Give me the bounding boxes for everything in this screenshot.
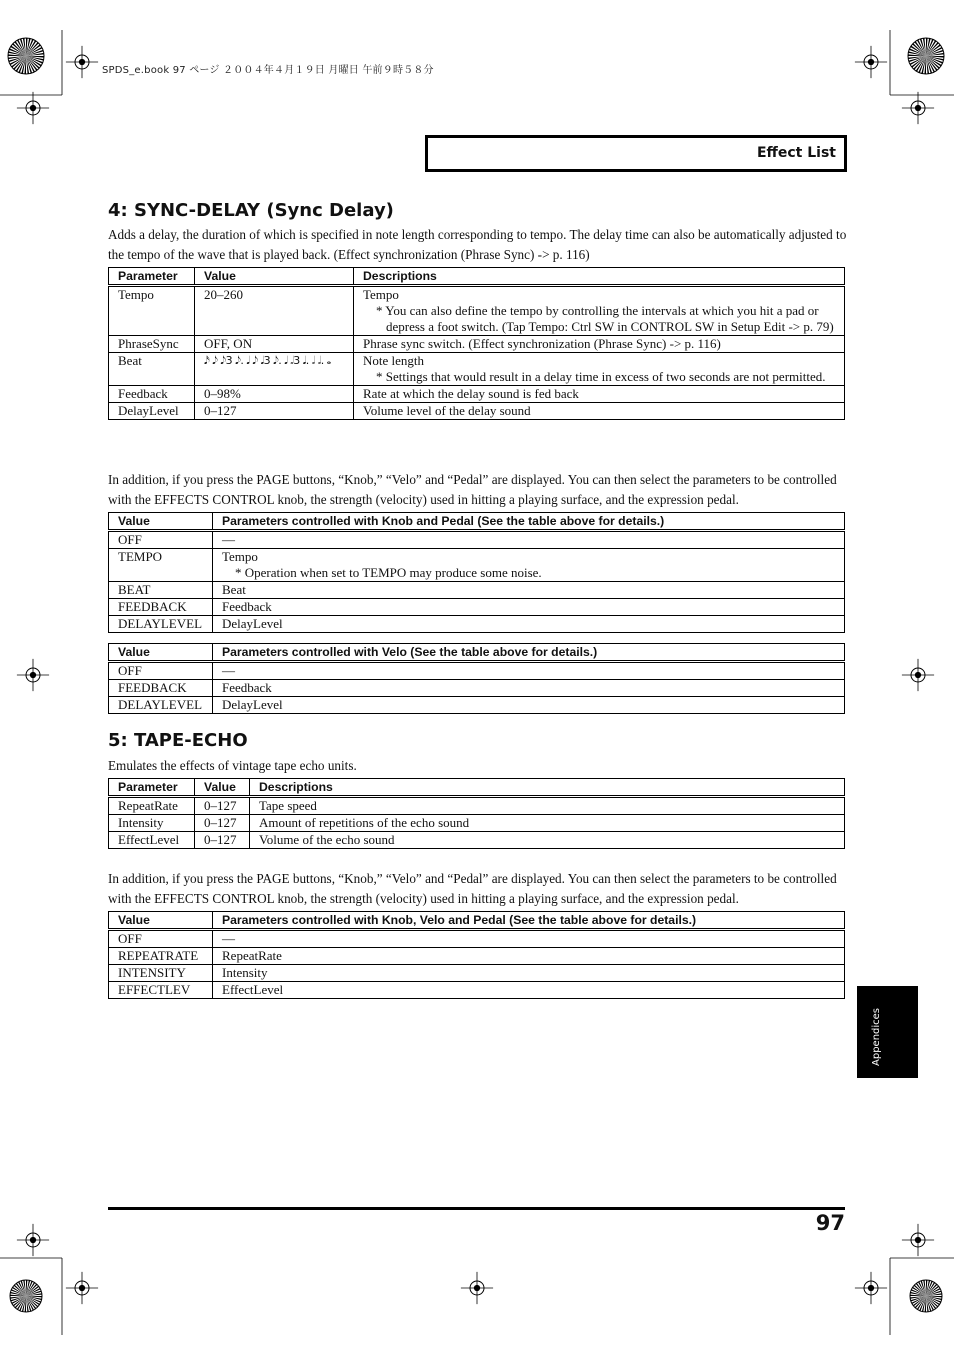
col-header: Value	[109, 513, 213, 531]
table-row	[109, 386, 845, 403]
desc-cell	[354, 353, 845, 386]
table-row	[109, 982, 845, 999]
crosshair-mark	[871, 62, 873, 64]
desc-note: * Settings that would result in a delay time in excess of two seconds are not permitted.	[376, 369, 826, 384]
param-cell: Tempo	[109, 286, 195, 336]
tape-echo-ctrl-table	[108, 911, 845, 999]
desc-cell: RepeatRate	[213, 948, 845, 965]
param-cell: Beat	[109, 353, 195, 386]
value-cell: 0–127	[195, 797, 250, 815]
table-header-row	[109, 513, 845, 531]
desc-cell: Intensity	[213, 965, 845, 982]
value-cell: REPEATRATE	[109, 948, 213, 965]
sync-delay-intro: Adds a delay, the duration of which is specified in note length corresponding to tempo. The delay time can also be automatically adjusted to the tempo of the wave that is played back. (Effect synchronization (Phrase Sync) -> p. 116)	[108, 227, 847, 262]
desc-cell: DelayLevel	[213, 697, 845, 714]
table-row	[109, 599, 845, 616]
table-row	[109, 286, 845, 336]
table-row	[109, 662, 845, 680]
desc-cell: —	[213, 930, 845, 948]
table-row	[109, 832, 845, 849]
col-header: Value	[195, 268, 354, 286]
starburst-mark	[926, 56, 928, 58]
table-header-row	[109, 268, 845, 286]
desc-cell: —	[213, 531, 845, 549]
value-cell: INTENSITY	[109, 965, 213, 982]
crosshair-mark	[918, 108, 920, 110]
col-header: Parameters controlled with Knob, Velo and Pedal (See the table above for details.)	[213, 912, 845, 930]
value-cell: EFFECTLEV	[109, 982, 213, 999]
table-row	[109, 797, 845, 815]
tape-echo-title: 5: TAPE-ECHO	[108, 730, 248, 751]
crosshair-mark	[33, 1240, 35, 1242]
value-cell: 20–260	[195, 286, 354, 336]
col-header: Parameter	[109, 268, 195, 286]
table-row	[109, 582, 845, 599]
col-header: Parameters controlled with Velo (See the table above for details.)	[213, 644, 845, 662]
table-header-row	[109, 644, 845, 662]
starburst-mark	[926, 1296, 928, 1298]
crosshair-mark	[477, 1288, 479, 1290]
print-header: SPDS_e.book 97 ページ ２００４年４月１９日 月曜日 午前９時５８分	[102, 65, 434, 76]
table-row	[109, 948, 845, 965]
value-cell: FEEDBACK	[109, 680, 213, 697]
col-header: Descriptions	[354, 268, 845, 286]
desc-cell: —	[213, 662, 845, 680]
value-cell: OFF	[109, 531, 213, 549]
value-cell: OFF	[109, 662, 213, 680]
table-header-row	[109, 912, 845, 930]
col-header: Parameter	[109, 779, 195, 797]
starburst-mark	[26, 56, 28, 58]
table-row	[109, 549, 845, 582]
crosshair-mark	[82, 62, 84, 64]
side-tab-label: Appendices	[871, 1007, 882, 1066]
param-cell: EffectLevel	[109, 832, 195, 849]
table-row	[109, 680, 845, 697]
sync-delay-velo-table	[108, 643, 845, 714]
table-row	[109, 815, 845, 832]
crosshair-mark	[918, 1240, 920, 1242]
table-row	[109, 531, 845, 549]
value-cell: 0–98%	[195, 386, 354, 403]
value-cell: 0–127	[195, 832, 250, 849]
col-header: Value	[109, 644, 213, 662]
desc-cell: Feedback	[213, 599, 845, 616]
param-cell: DelayLevel	[109, 403, 195, 420]
desc-cell: EffectLevel	[213, 982, 845, 999]
value-cell: DELAYLEVEL	[109, 616, 213, 633]
crosshair-mark	[33, 108, 35, 110]
value-cell: OFF, ON	[195, 336, 354, 353]
sync-delay-param-table	[108, 267, 845, 420]
desc-cell: Amount of repetitions of the echo sound	[250, 815, 845, 832]
desc-text: Tempo	[222, 549, 258, 564]
trim-line	[0, 0, 2, 2]
table-header-row	[109, 779, 845, 797]
sync-delay-knob-table	[108, 512, 845, 633]
footer-rule	[108, 1207, 845, 1210]
desc-text: Tempo	[363, 287, 399, 302]
starburst-mark	[26, 1296, 28, 1298]
value-cell: BEAT	[109, 582, 213, 599]
col-header: Parameters controlled with Knob and Pedal (See the table above for details.)	[213, 513, 845, 531]
col-header: Descriptions	[250, 779, 845, 797]
appendices-side-tab	[857, 986, 918, 1078]
desc-text: Note length	[363, 353, 425, 368]
col-header: Value	[195, 779, 250, 797]
desc-cell: DelayLevel	[213, 616, 845, 633]
sync-delay-addition: In addition, if you press the PAGE buttons, “Knob,” “Velo” and “Pedal” are displayed. You can then select the parameters to be controlled with the EFFECTS CONTROL knob, the strength (velocity) used in hitting a playing surface, and the expression pedal.	[108, 472, 837, 507]
desc-note: * You can also define the tempo by controlling the intervals at which you hit a pad or depress a foot switch. (Tap Tempo: Ctrl SW in CONTROL SW in Setup Edit -> p. 79)	[376, 303, 834, 334]
table-row	[109, 353, 845, 386]
value-cell: DELAYLEVEL	[109, 697, 213, 714]
crosshair-mark	[33, 675, 35, 677]
crosshair-mark	[82, 1288, 84, 1290]
sync-delay-title: 4: SYNC-DELAY (Sync Delay)	[108, 200, 394, 221]
table-row	[109, 930, 845, 948]
param-cell: PhraseSync	[109, 336, 195, 353]
desc-cell: Feedback	[213, 680, 845, 697]
desc-cell: Beat	[213, 582, 845, 599]
desc-note: * Operation when set to TEMPO may produce some noise.	[235, 565, 542, 580]
desc-cell: Volume level of the delay sound	[354, 403, 845, 420]
value-cell: 𝅘𝅥𝅯 𝅘𝅥𝅮 𝅘𝅥𝅮3 𝅘𝅥𝅮. 𝅘𝅥 𝅘𝅥𝅮 𝅘𝅥3 𝅘𝅥𝅮. 𝅘𝅥 𝅗𝅥3 𝅘𝅥. 𝅗𝅥 𝅗𝅥. 𝅝	[195, 353, 354, 386]
value-cell: TEMPO	[109, 549, 213, 582]
desc-cell: Phrase sync switch. (Effect synchronization (Phrase Sync) -> p. 116)	[354, 336, 845, 353]
desc-cell	[354, 286, 845, 336]
table-row	[109, 403, 845, 420]
table-row	[109, 616, 845, 633]
page-number: 97	[815, 1211, 845, 1235]
value-cell: 0–127	[195, 403, 354, 420]
desc-cell	[213, 549, 845, 582]
param-cell: Feedback	[109, 386, 195, 403]
tape-echo-param-table	[108, 778, 845, 849]
crosshair-mark	[871, 1288, 873, 1290]
section-tag: Effect List	[756, 145, 836, 161]
table-row	[109, 965, 845, 982]
col-header: Value	[109, 912, 213, 930]
desc-cell: Rate at which the delay sound is fed back	[354, 386, 845, 403]
desc-cell: Tape speed	[250, 797, 845, 815]
section-header-box	[425, 135, 847, 172]
tape-echo-intro: Emulates the effects of vintage tape echo units.	[108, 758, 357, 773]
table-row	[109, 336, 845, 353]
crosshair-mark	[918, 675, 920, 677]
value-cell: OFF	[109, 930, 213, 948]
table-row	[109, 697, 845, 714]
param-cell: RepeatRate	[109, 797, 195, 815]
desc-cell: Volume of the echo sound	[250, 832, 845, 849]
value-cell: FEEDBACK	[109, 599, 213, 616]
param-cell: Intensity	[109, 815, 195, 832]
tape-echo-addition: In addition, if you press the PAGE buttons, “Knob,” “Velo” and “Pedal” are displayed. You can then select the parameters to be controlled with the EFFECTS CONTROL knob, the strength (velocity) used in hitting a playing surface, and the expression pedal.	[108, 871, 837, 906]
value-cell: 0–127	[195, 815, 250, 832]
